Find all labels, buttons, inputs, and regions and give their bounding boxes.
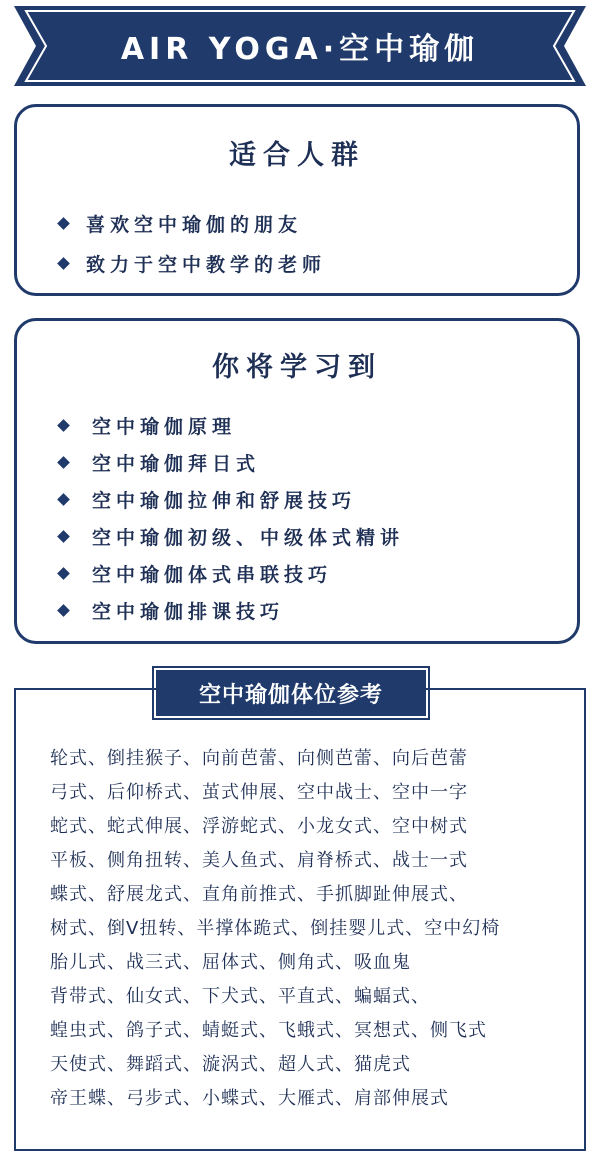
list-item [55,203,326,243]
pose-line: 轮式、倒挂猴子、向前芭蕾、向侧芭蕾、向后芭蕾 [50,748,468,769]
list-item-text: 空中瑜伽排课技巧 [92,601,285,623]
poses-list [50,742,500,1116]
audience-list [55,203,326,283]
pose-line: 平板、侧角扭转、美人鱼式、肩脊桥式、战士一式 [50,850,468,871]
list-item [55,481,404,518]
list-item-text: 空中瑜伽初级、中级体式精讲 [92,527,405,549]
list-item-text: 致力于空中教学的老师 [86,253,327,276]
learn-title: 你将学习到 [212,352,382,383]
pose-line: 树式、倒V扭转、半撑体跪式、倒挂婴儿式、空中幻椅 [50,918,501,939]
title-banner [14,6,586,86]
pose-line: 蝗虫式、鸽子式、蜻蜓式、飞蛾式、冥想式、侧飞式 [50,1020,487,1041]
pose-line: 弓式、后仰桥式、茧式伸展、空中战士、空中一字 [50,782,468,803]
list-item-text: 空中瑜伽拜日式 [92,453,261,475]
list-item [55,592,404,629]
pose-line: 帝王蝶、弓步式、小蝶式、大雁式、肩部伸展式 [50,1088,449,1109]
pose-line: 天使式、舞蹈式、漩涡式、超人式、猫虎式 [50,1054,411,1075]
list-item-text: 空中瑜伽拉伸和舒展技巧 [92,490,357,512]
diamond-bullet-icon [57,530,70,543]
learn-list [55,407,404,629]
poses-title: 空中瑜伽体位参考 [156,670,426,716]
audience-card [14,104,580,296]
list-item-text: 空中瑜伽体式串联技巧 [92,564,333,586]
diamond-bullet-icon [57,419,70,432]
list-item [55,444,404,481]
banner-title: AIR YOGA·空中瑜伽 [120,32,480,67]
list-item [55,407,404,444]
audience-title: 适合人群 [229,140,365,171]
pose-line: 胎儿式、战三式、屈体式、侧角式、吸血鬼 [50,952,411,973]
diamond-bullet-icon [57,604,70,617]
diamond-bullet-icon [57,217,70,230]
list-item [55,518,404,555]
learn-card [14,318,580,644]
diamond-bullet-icon [57,456,70,469]
diamond-bullet-icon [57,567,70,580]
list-item [55,555,404,592]
list-item [55,243,326,283]
pose-line: 蛇式、蛇式伸展、浮游蛇式、小龙女式、空中树式 [50,816,468,837]
pose-line: 蝶式、舒展龙式、直角前推式、手抓脚趾伸展式、 [50,884,468,905]
list-item-text: 喜欢空中瑜伽的朋友 [86,213,303,236]
list-item-text: 空中瑜伽原理 [92,416,237,438]
diamond-bullet-icon [57,493,70,506]
pose-line: 背带式、仙女式、下犬式、平直式、蝙蝠式、 [50,986,430,1007]
diamond-bullet-icon [57,257,70,270]
